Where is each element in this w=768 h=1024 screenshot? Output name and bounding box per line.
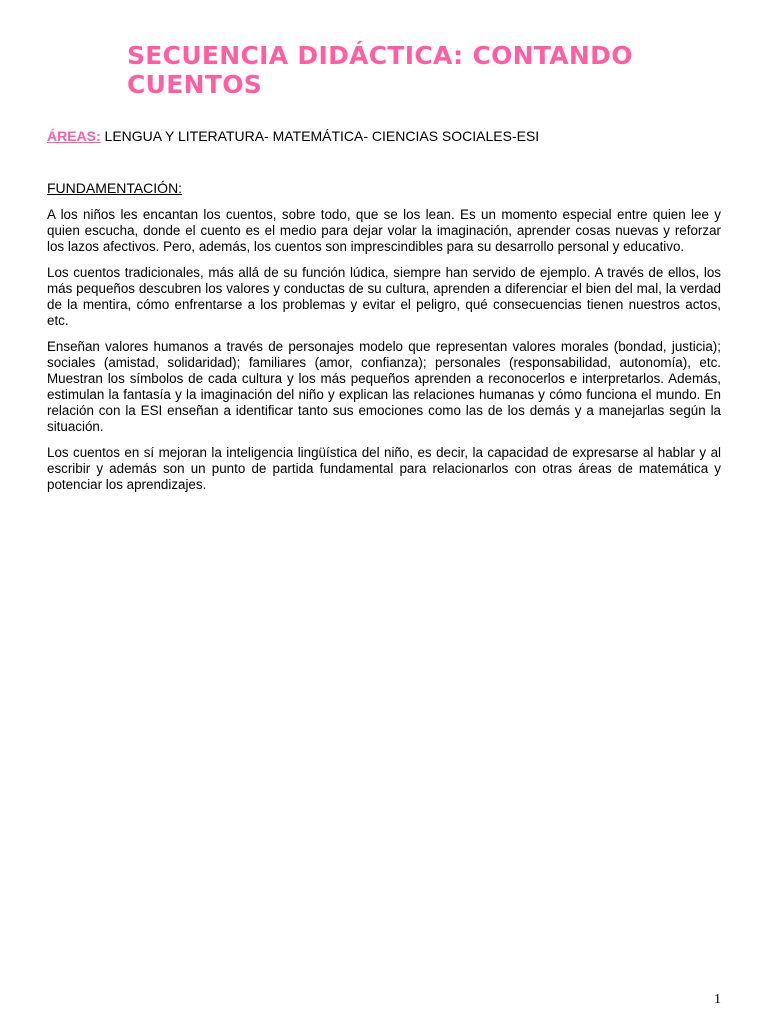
paragraph: Enseñan valores humanos a través de personajes modelo que representan valores morales (bondad, justicia); sociales (amistad, solidaridad); familiares (amor, confianza); personales (responsabilidad, autonomía), etc. Muestran los símbolos de cada cultura y los más pequeños aprenden a reconocerlos e interpretarlos. Además, estimulan la fantasía y la imaginación del niño y explican las relaciones humanas y cómo funciona el mundo. En relación con la ESI enseñan a identificar tanto sus emociones como las de los demás y a manejarlas según la situación.: [47, 339, 721, 434]
areas-line: [47, 128, 727, 145]
paragraph: A los niños les encantan los cuentos, sobre todo, que se los lean. Es un momento especial entre quien lee y quien escucha, donde el cuento es el medio para dejar volar la imaginación, aprender cosas nuevas y reforzar los lazos afectivos. Pero, además, los cuentos son imprescindibles para su desarrollo personal y educativo.: [47, 207, 721, 254]
paragraph: Los cuentos tradicionales, más allá de su función lúdica, siempre han servido de ejemplo. A través de ellos, los más pequeños descubren los valores y conductas de su cultura, aprenden a diferenciar el bien del mal, la verdad de la mentira, cómo enfrentarse a los problemas y evitar el peligro, qué consecuencias tienen nuestros actos, etc.: [47, 265, 721, 328]
areas-value: LENGUA Y LITERATURA- MATEMÁTICA- CIENCIAS SOCIALES-ESI: [100, 128, 540, 144]
page-number: 1: [714, 992, 721, 1007]
areas-label: ÁREAS:: [47, 128, 101, 144]
document-title: SECUENCIA DIDÁCTICA: CONTANDO CUENTOS: [127, 41, 633, 99]
paragraph: Los cuentos en sí mejoran la inteligencia lingüística del niño, es decir, la capacidad de expresarse al hablar y al escribir y además son un punto de partida fundamental para relacionarlos con otras áreas de matemática y potenciar los aprendizajes.: [47, 445, 721, 492]
section-heading: FUNDAMENTACIÓN:: [47, 180, 183, 196]
body-text: [47, 207, 721, 503]
